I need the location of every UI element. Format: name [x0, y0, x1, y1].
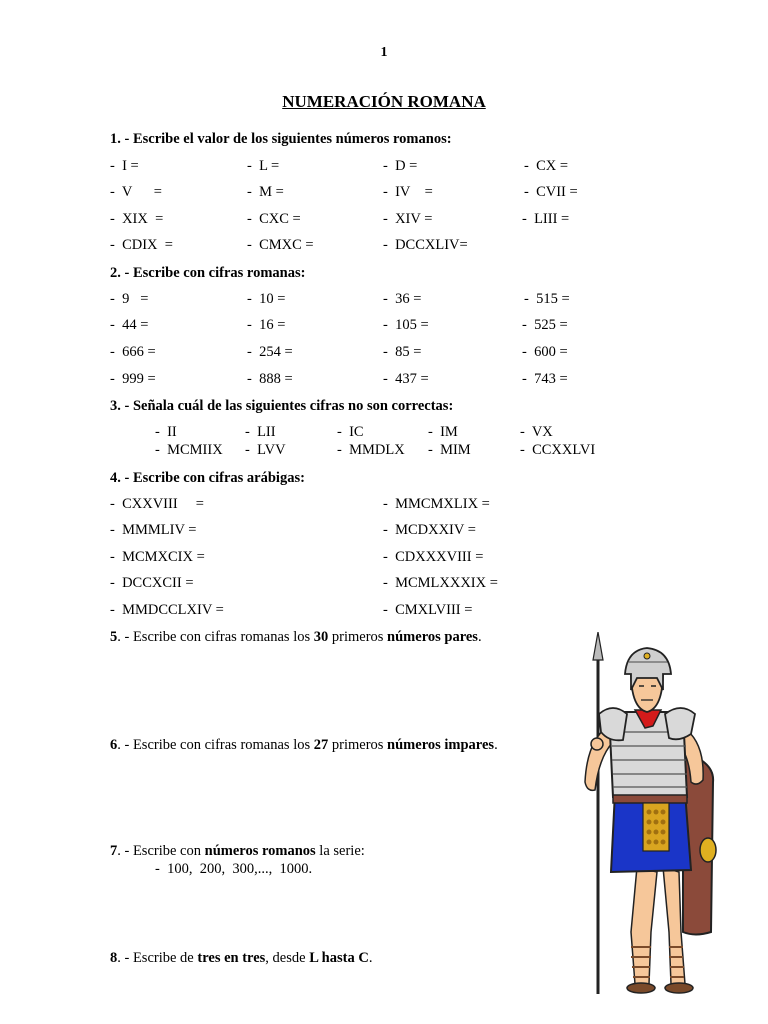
q2-item: - 10 =	[247, 291, 286, 307]
q5-number: 5	[110, 629, 118, 645]
q4-row	[110, 549, 670, 569]
q2-row	[110, 317, 730, 337]
q1-item: - L =	[247, 158, 280, 174]
q8-text: , desde	[265, 950, 310, 966]
q1-item: - CX =	[524, 158, 569, 174]
q7-prompt	[110, 843, 365, 860]
q3-item: - MMDLX	[337, 442, 405, 458]
q1-item: - CXC =	[247, 211, 301, 227]
q2-item: - 666 =	[110, 344, 156, 360]
q1-row	[110, 184, 730, 204]
q3-item: - CCXXLVI	[520, 442, 596, 458]
q4-row	[110, 522, 670, 542]
q6-text: .	[494, 737, 498, 753]
q2-row	[110, 344, 730, 364]
q3-item: - IM	[428, 424, 458, 440]
q1-item: - D =	[383, 158, 418, 174]
q4-item: - CDXXXVIII =	[383, 549, 484, 565]
page-number: 1	[380, 45, 388, 60]
q4-item: - MMMLIV =	[110, 522, 197, 538]
q6-text: primeros	[328, 737, 388, 753]
q6-bold: números impares	[387, 737, 495, 753]
q4-row	[110, 496, 670, 516]
q1-item: - CMXC =	[247, 237, 314, 253]
q3-item: - MIM	[428, 442, 471, 458]
q8-bold: tres en tres	[197, 950, 266, 966]
q3-row	[155, 442, 715, 460]
q7-text: la serie:	[315, 843, 365, 859]
q3-item: - VX	[520, 424, 553, 440]
q2-row	[110, 291, 730, 311]
q8-text: .	[368, 950, 373, 966]
q2-item: - 85 =	[383, 344, 422, 360]
q1-row	[110, 211, 730, 231]
q2-item: - 254 =	[247, 344, 293, 360]
q2-item: - 36 =	[383, 291, 422, 307]
q4-item: - DCCXCII =	[110, 575, 194, 591]
q4-item: - MMDCCLXIV =	[110, 602, 224, 618]
q6-prompt	[110, 737, 498, 754]
q5-bold: 30	[313, 629, 329, 645]
q1-row	[110, 158, 730, 178]
q4-item: - CMXLVIII =	[383, 602, 473, 618]
q2-heading: 2. - Escribe con cifras romanas:	[110, 265, 306, 281]
q5-text: .	[477, 629, 482, 645]
q4-row	[110, 602, 670, 622]
q4-item: - MMCMXLIX =	[383, 496, 490, 512]
q4-row	[110, 575, 670, 595]
q3-item: - IC	[337, 424, 364, 440]
q4-item: - MCMLXXXIX =	[383, 575, 498, 591]
page-title-text: NUMERACIÓN ROMANA	[282, 92, 486, 111]
q2-item: - 525 =	[522, 317, 568, 333]
q5-text: primeros	[328, 629, 388, 645]
q4-item: - MCMXCIX =	[110, 549, 205, 565]
q2-item: - 44 =	[110, 317, 149, 333]
q1-item: - DCCXLIV=	[383, 237, 468, 253]
q1-row	[110, 237, 730, 257]
q1-item: - I =	[110, 158, 139, 174]
q1-item: - CVII =	[524, 184, 578, 200]
q2-item: - 600 =	[522, 344, 568, 360]
q8-bold: L hasta C	[309, 950, 369, 966]
q1-item: - XIX =	[110, 211, 164, 227]
q2-item: - 515 =	[524, 291, 570, 307]
q1-item: - M =	[247, 184, 284, 200]
q3-row	[155, 424, 715, 442]
q1-item: - LIII =	[522, 211, 570, 227]
q3-heading: 3. - Señala cuál de las siguientes cifras no son correctas:	[110, 398, 454, 414]
q1-item: - V =	[110, 184, 162, 200]
q4-item: - MCDXXIV =	[383, 522, 476, 538]
q5-text: . - Escribe con cifras romanas los	[117, 629, 314, 645]
q2-item: - 16 =	[247, 317, 286, 333]
q7-text: . - Escribe con	[117, 843, 205, 859]
q2-item: - 105 =	[383, 317, 429, 333]
q8-text: . - Escribe de	[117, 950, 198, 966]
q6-bold: 27	[313, 737, 329, 753]
q3-item: - II	[155, 424, 177, 440]
q2-item: - 888 =	[247, 371, 293, 387]
q1-heading: 1. - Escribe el valor de los siguientes números romanos:	[110, 131, 452, 147]
q8-number: 8	[110, 950, 118, 966]
q2-item: - 999 =	[110, 371, 156, 387]
q3-item: - MCMIIX	[155, 442, 223, 458]
q4-item: - CXXVIII =	[110, 496, 204, 512]
q1-item: - IV =	[383, 184, 433, 200]
q2-item: - 9 =	[110, 291, 149, 307]
q1-item: - CDIX =	[110, 237, 173, 253]
q7-bold: números romanos	[204, 843, 316, 859]
q4-heading: 4. - Escribe con cifras arábigas:	[110, 470, 305, 486]
page-title	[0, 92, 768, 112]
q2-item: - 743 =	[522, 371, 568, 387]
q5-prompt	[110, 629, 482, 646]
q1-item: - XIV =	[383, 211, 433, 227]
q8-prompt	[110, 950, 372, 967]
q3-item: - LVV	[245, 442, 286, 458]
q6-number: 6	[110, 737, 118, 753]
q7-number: 7	[110, 843, 118, 859]
q2-row	[110, 371, 730, 391]
q2-item: - 437 =	[383, 371, 429, 387]
roman-soldier-illustration	[565, 632, 725, 998]
q5-bold: números pares	[387, 629, 478, 645]
q3-item: - LII	[245, 424, 276, 440]
q6-text: . - Escribe con cifras romanas los	[117, 737, 314, 753]
q7-series: - 100, 200, 300,..., 1000.	[155, 861, 313, 877]
